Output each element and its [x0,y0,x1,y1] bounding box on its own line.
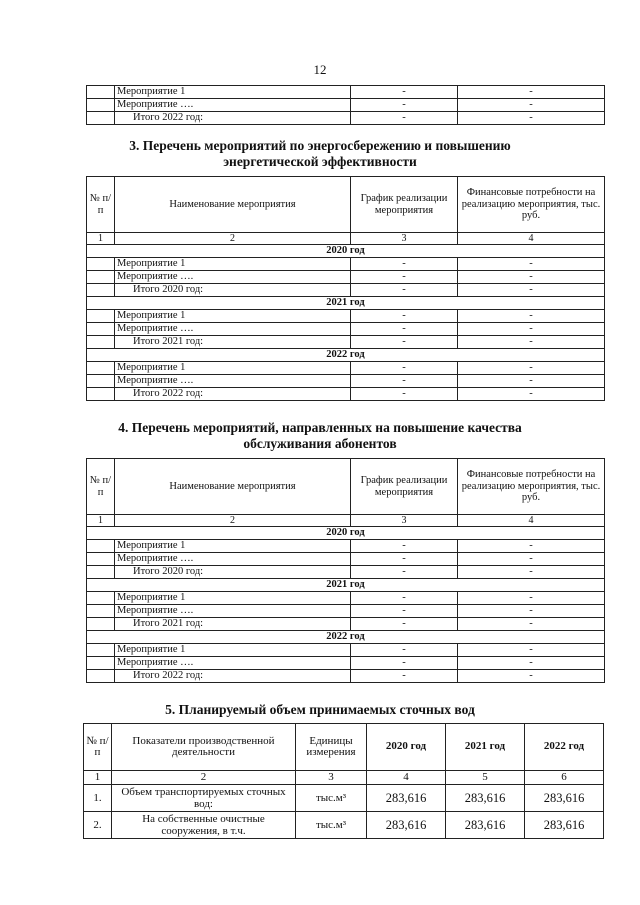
section5-table [83,723,604,839]
header-row [87,459,605,515]
value-2021-cell: 283,616 [446,812,525,839]
table-row: Мероприятие …. - - [87,605,605,618]
page-number: 12 [313,62,327,77]
table-row: Мероприятие 1 - - [87,258,605,271]
section3-title: 3. Перечень мероприятий по энергосбережению и повышению энергетической эффективности [129,138,511,169]
col-header-finance: Финансовые потребности на реализацию мероприятия, тыс. руб. [458,459,605,515]
section3-table [86,176,605,401]
col-header-schedule: График реализации мероприятия [351,177,458,233]
total-label-cell: Итого 2022 год: [115,112,351,125]
table-row: Мероприятие 1 - - [87,310,605,323]
section4-table [86,458,605,683]
table-row: Мероприятие 1 - - [87,644,605,657]
section5-title: 5. Планируемый объем принимаемых сточных вод [165,702,475,717]
header-row [87,177,605,233]
event-name-cell: Мероприятие 1 [115,258,351,271]
col-header-number: № п/п [87,459,115,515]
total-label-cell: Итого 2021 год: [115,336,351,349]
col-header-finance: Финансовые потребности на реализацию мероприятия, тыс. руб. [458,177,605,233]
year-row: 2022 год [87,631,605,644]
year-row: 2020 год [87,245,605,258]
table-row: Мероприятие …. - - [87,553,605,566]
year-row: 2021 год [87,297,605,310]
total-label-cell: Итого 2021 год: [115,618,351,631]
event-name-cell: Мероприятие …. [115,375,351,388]
event-name-cell: Мероприятие …. [115,657,351,670]
event-name-cell: Мероприятие …. [115,99,351,112]
total-label-cell: Итого 2020 год: [115,284,351,297]
col-header-unit: Единицы измерения [296,724,367,771]
col-header-number: № п/п [84,724,112,771]
column-number-row: 1 2 3 4 [87,515,605,527]
value-2020-cell: 283,616 [367,785,446,812]
unit-cell: тыс.м³ [296,812,367,839]
table-row: Мероприятие 1 - - [87,540,605,553]
table-row: Итого 2020 год: - - [87,284,605,297]
header-row [84,724,604,771]
unit-cell: тыс.м³ [296,785,367,812]
indicator-cell: Объем транспортируемых сточных вод: [112,785,296,812]
event-name-cell: Мероприятие …. [115,605,351,618]
year-row: 2021 год [87,579,605,592]
table-row: Мероприятие …. - - [87,271,605,284]
event-name-cell: Мероприятие 1 [115,540,351,553]
finance-cell: - [458,112,605,125]
event-name-cell: Мероприятие 1 [115,644,351,657]
total-label-cell: Итого 2020 год: [115,566,351,579]
table-row: Мероприятие 1 - - [87,592,605,605]
column-number-row: 1 2 3 4 5 6 [84,771,604,785]
finance-cell: - [458,86,605,99]
value-2020-cell: 283,616 [367,812,446,839]
top-table [86,85,605,125]
col-header-2022: 2022 год [525,724,604,771]
year-row: 2020 год [87,527,605,540]
event-name-cell: Мероприятие 1 [115,592,351,605]
event-name-cell: Мероприятие …. [115,323,351,336]
col-header-2021: 2021 год [446,724,525,771]
section4-title: 4. Перечень мероприятий, направленных на повышение качества обслуживания абонентов [118,420,522,451]
year-row: 2022 год [87,349,605,362]
table-row: Мероприятие …. - - [87,657,605,670]
event-name-cell: Мероприятие 1 [115,86,351,99]
finance-cell: - [458,99,605,112]
value-2022-cell: 283,616 [525,812,604,839]
event-name-cell: Мероприятие …. [115,271,351,284]
total-label-cell: Итого 2022 год: [115,388,351,401]
event-name-cell: Мероприятие 1 [115,362,351,375]
table-row: Мероприятие …. - - [87,375,605,388]
col-header-2020: 2020 год [367,724,446,771]
table-row: Итого 2022 год: - - [87,388,605,401]
schedule-cell: - [351,86,458,99]
event-name-cell: Мероприятие 1 [115,310,351,323]
table-row: 2. На собственные очистные сооружения, в т.ч. тыс.м³ 283,616 283,616 283,616 [84,812,604,839]
schedule-cell: - [351,99,458,112]
table-row: Итого 2020 год: - - [87,566,605,579]
table-row [87,112,605,125]
col-header-indicator: Показатели производственной деятельности [112,724,296,771]
table-row: Мероприятие …. - - [87,323,605,336]
table-row: Итого 2022 год: - - [87,670,605,683]
event-name-cell: Мероприятие …. [115,553,351,566]
table-row [87,86,605,99]
table-row: 1. Объем транспортируемых сточных вод: тыс.м³ 283,616 283,616 283,616 [84,785,604,812]
indicator-cell: На собственные очистные сооружения, в т.ч. [112,812,296,839]
col-header-schedule: График реализации мероприятия [351,459,458,515]
value-2021-cell: 283,616 [446,785,525,812]
value-2022-cell: 283,616 [525,785,604,812]
column-number-row: 1 2 3 4 [87,233,605,245]
table-row: Мероприятие 1 - - [87,362,605,375]
table-row: Итого 2021 год: - - [87,336,605,349]
schedule-cell: - [351,112,458,125]
total-label-cell: Итого 2022 год: [115,670,351,683]
col-header-number: № п/п [87,177,115,233]
col-header-name: Наименование мероприятия [115,177,351,233]
table-row [87,99,605,112]
col-header-name: Наименование мероприятия [115,459,351,515]
table-row: Итого 2021 год: - - [87,618,605,631]
